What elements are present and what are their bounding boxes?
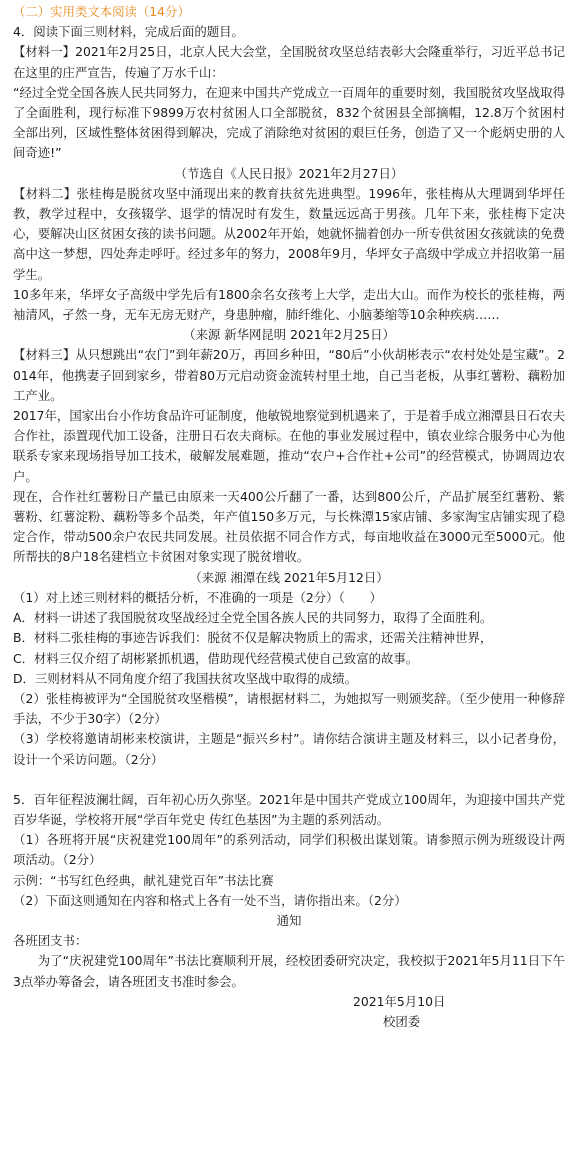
notice-recipient: 各班团支书： xyxy=(13,933,88,949)
material-3-paragraph-1: 【材料三】从只想跳出“农门”到年薪20万，再回乡种田，“80后”小伙胡彬表示“农村处处是宝藏”。2014年，他携妻子回到家乡，带着80万元启动资金流转村里土地，自己当老板，从事红薯粉、藕粉加工产业。 xyxy=(13,347,565,403)
question-4-sub-3: （3）学校将邀请胡彬来校演讲，主题是“振兴乡村”。请你结合演讲主题及材料三，以小记者身份，设计一个采访问题。（2分） xyxy=(13,731,565,767)
option-c: C．材料三仅介绍了胡彬紧抓机遇，借助现代经营模式使自己致富的故事。 xyxy=(13,650,419,666)
option-a: A．材料一讲述了我国脱贫攻坚战经过全党全国各族人民的共同努力，取得了全面胜利。 xyxy=(13,610,493,626)
material-2-paragraph-2: 10多年来，华坪女子高级中学先后有1800余名女孩考上大学，走出大山。而作为校长的张桂梅，两袖清风，孑然一身，无车无房无财产，身患肿瘤，肺纤维化、小脑萎缩等10余种疾病…… xyxy=(13,286,565,323)
notice-date: 2021年5月10日 xyxy=(353,993,446,1009)
material-1-paragraph-1: 【材料一】2021年2月25日，北京人民大会堂，全国脱贫攻坚总结表彰大会隆重举行，习近平总书记在这里的庄严宣告，传遍了万水千山： xyxy=(13,44,565,80)
question-5-title: 5．百年征程波澜壮阔，百年初心历久弥坚。2021年是中国共产党成立100周年，为迎接中国共产党百岁华诞，学校将开展“学百年党史 传红色基因”为主题的系列活动。 xyxy=(13,791,565,827)
notice-organization: 校团委 xyxy=(383,1013,421,1029)
material-3-paragraph-3: 现在，合作社红薯粉日产量已由原来一天400公斤翻了一番，达到800公斤，产品扩展至红薯粉、紫薯粉、红薯淀粉、藕粉等多个品类，年产值150多万元，与长株潭15家店铺、多家淘宝店铺实现了稳定合作，带动500余户农民共同发展。社员依据不同合作方式，每亩地收益在3000元至5000元。他所帮扶的8户18名建档立卡贫困对象实现了脱贫增收。 xyxy=(13,488,565,565)
section-heading: （二）实用类文本阅读（14分） xyxy=(13,4,190,19)
notice-body: 为了“庆祝建党100周年”书法比赛顺利开展，经校团委研究决定，我校拟于2021年5月11日下午3点举办筹备会，请各班团支书准时参会。 xyxy=(13,953,565,989)
question-5-sub-1: （1）各班将开展“庆祝建党100周年”的系列活动，同学们积极出谋划策。请参照示例为班级设计两项活动。（2分） xyxy=(13,832,565,868)
question-5-sub-2: （2）下面这则通知在内容和格式上各有一处不当，请你指出来。（2分） xyxy=(13,892,407,908)
question-5-example: 示例：“书写红色经典，献礼建党百年”书法比赛 xyxy=(13,872,274,888)
material-3-paragraph-2: 2017年，国家出台小作坊食品许可证制度，他敏锐地察觉到机遇来了，于是着手成立湘潭县日石农夫合作社，添置现代加工设备，注册日石农夫商标。在他的事业发展过程中，镇农业综合服务中心为他联系专家来现场指导加工技术，破解发展难题，推动“农户+合作社+公司”的经营模式，协调周边农户。 xyxy=(13,408,565,484)
notice-title: 通知 xyxy=(276,912,302,928)
question-4-title: 4．阅读下面三则材料，完成后面的题目。 xyxy=(13,24,244,40)
question-4-sub-1: （1）对上述三则材料的概括分析，不准确的一项是（2分）（ ） xyxy=(13,589,382,605)
material-1-source: （节选自《人民日报》2021年2月27日） xyxy=(174,165,404,181)
option-d: D．三则材料从不同角度介绍了我国扶贫攻坚战中取得的成绩。 xyxy=(13,670,358,686)
material-1-paragraph-2: “经过全党全国各族人民共同努力，在迎来中国共产党成立一百周年的重要时刻，我国脱贫攻坚战取得了全面胜利，现行标准下9899万农村贫困人口全部脱贫，832个贫困县全部摘帽，12.8万个贫困村全部出列，区域性整体贫困得到解决，完成了消除绝对贫困的艰巨任务，创造了又一个彪炳史册的人间奇迹!” xyxy=(13,84,565,161)
material-2-source: （来源 新华网昆明 2021年2月25日） xyxy=(183,327,395,343)
option-b: B．材料二张桂梅的事迹告诉我们：脱贫不仅是解决物质上的需求，还需关注精神世界， xyxy=(13,630,493,646)
material-2-paragraph-1: 【材料二】张桂梅是脱贫攻坚中涌现出来的教育扶贫先进典型。1996年，张桂梅从大理调到华坪任教，教学过程中，女孩辍学、退学的情况时有发生，数量远远高于男孩。几年下来，张桂梅下定决心，要解决山区贫困女孩的读书问题。从2002年开始，她就怀揣着创办一所专供贫困女孩就读的免费高中这一梦想，四处奔走呼吁。经过多年的努力，2008年9月，华坪女子高级中学成立并招收第一届学生。 xyxy=(13,185,565,282)
question-4-sub-2: （2）张桂梅被评为“全国脱贫攻坚楷模”，请根据材料二，为她拟写一则颁奖辞。（至少使用一种修辞手法，不少于30字）（2分） xyxy=(13,690,565,727)
spacer xyxy=(13,770,565,790)
material-3-source: （来源 湘潭在线 2021年5月12日） xyxy=(189,569,389,585)
